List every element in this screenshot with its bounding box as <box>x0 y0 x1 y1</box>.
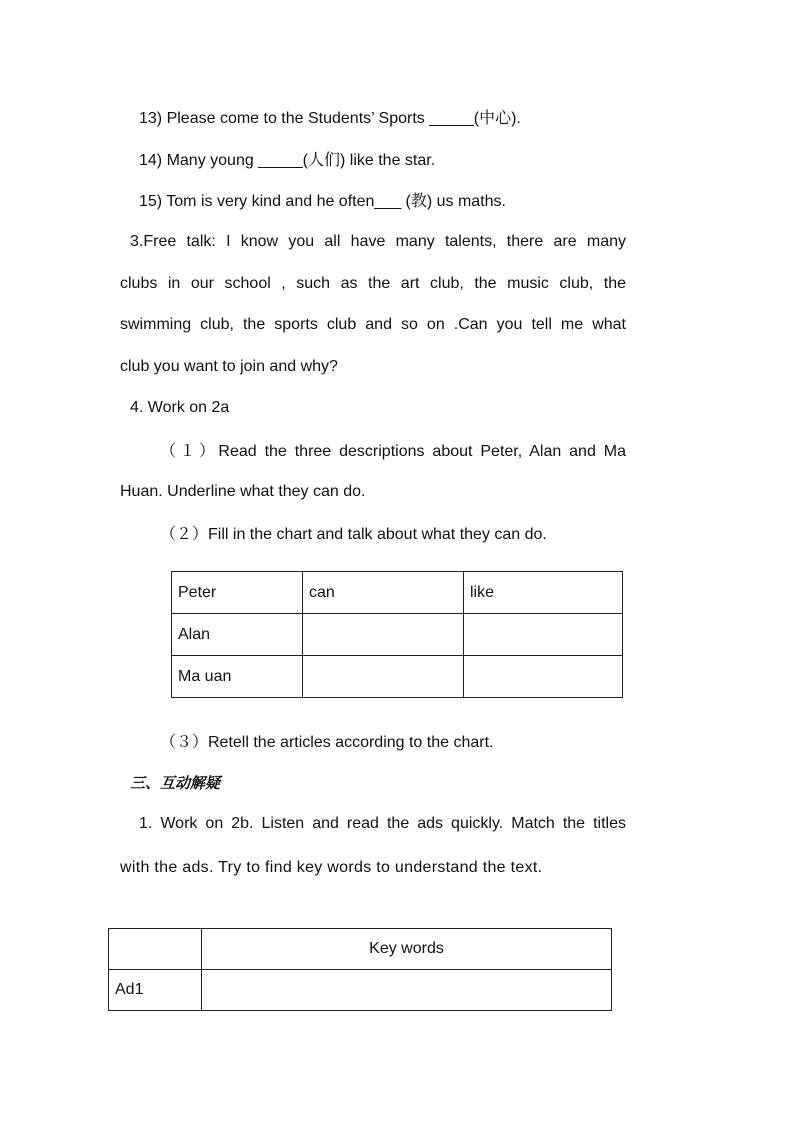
table-header-cell: Key words <box>202 929 612 970</box>
free-talk-line: clubs in our school , such as the art club, the music club, the <box>120 274 626 292</box>
table-cell <box>303 614 464 656</box>
table-cell <box>464 656 623 698</box>
step-3-instruction: （３）Retell the articles according to the chart. <box>160 734 494 751</box>
work-2a-heading: 4. Work on 2a <box>130 399 230 416</box>
table-row <box>172 656 623 698</box>
item-text: Many young _____(人们) like the star. <box>166 152 436 169</box>
exercise-item-14 <box>139 151 435 171</box>
table-cell: can <box>303 572 464 614</box>
table-cell <box>202 970 612 1011</box>
exercise-item-15 <box>139 192 506 212</box>
profiles-chart <box>171 571 623 698</box>
table-cell: like <box>464 572 623 614</box>
table-cell <box>464 614 623 656</box>
step-1-line-2: Huan. Underline what they can do. <box>120 483 366 500</box>
section-3-line-2: with the ads. Try to find key words to understand the text. <box>120 859 543 876</box>
key-words-chart <box>108 928 612 1011</box>
table-row <box>109 970 612 1011</box>
item-number: 14) <box>139 152 163 169</box>
step-1-line-1: （１）Read the three descriptions about Peter, Alan and Ma <box>160 443 626 460</box>
free-talk-line: 3.Free talk: I know you all have many talents, there are many <box>130 233 626 250</box>
free-talk-paragraph <box>120 232 626 399</box>
item-text: Tom is very kind and he often___ (教) us maths. <box>166 193 506 210</box>
table-cell: Ad1 <box>109 970 202 1011</box>
table-cell: Alan <box>172 614 303 656</box>
item-number: 13) <box>139 110 163 127</box>
item-number: 15) <box>139 193 163 210</box>
section-3-line-1: 1. Work on 2b. Listen and read the ads quickly. Match the titles <box>139 815 626 832</box>
table-cell <box>109 929 202 970</box>
table-row <box>172 572 623 614</box>
table-cell: Peter <box>172 572 303 614</box>
table-cell <box>303 656 464 698</box>
table-row <box>109 929 612 970</box>
free-talk-line: swimming club, the sports club and so on .Can you tell me what <box>120 316 626 334</box>
step-2-instruction: （２）Fill in the chart and talk about what they can do. <box>160 526 547 543</box>
table-row <box>172 614 623 656</box>
exercise-item-13 <box>139 109 521 129</box>
table-cell: Ma uan <box>172 656 303 698</box>
section-title: 三、互动解疑 <box>130 774 221 792</box>
free-talk-line: club you want to join and why? <box>120 358 338 376</box>
item-text: Please come to the Students’ Sports _____(中心). <box>166 110 521 127</box>
